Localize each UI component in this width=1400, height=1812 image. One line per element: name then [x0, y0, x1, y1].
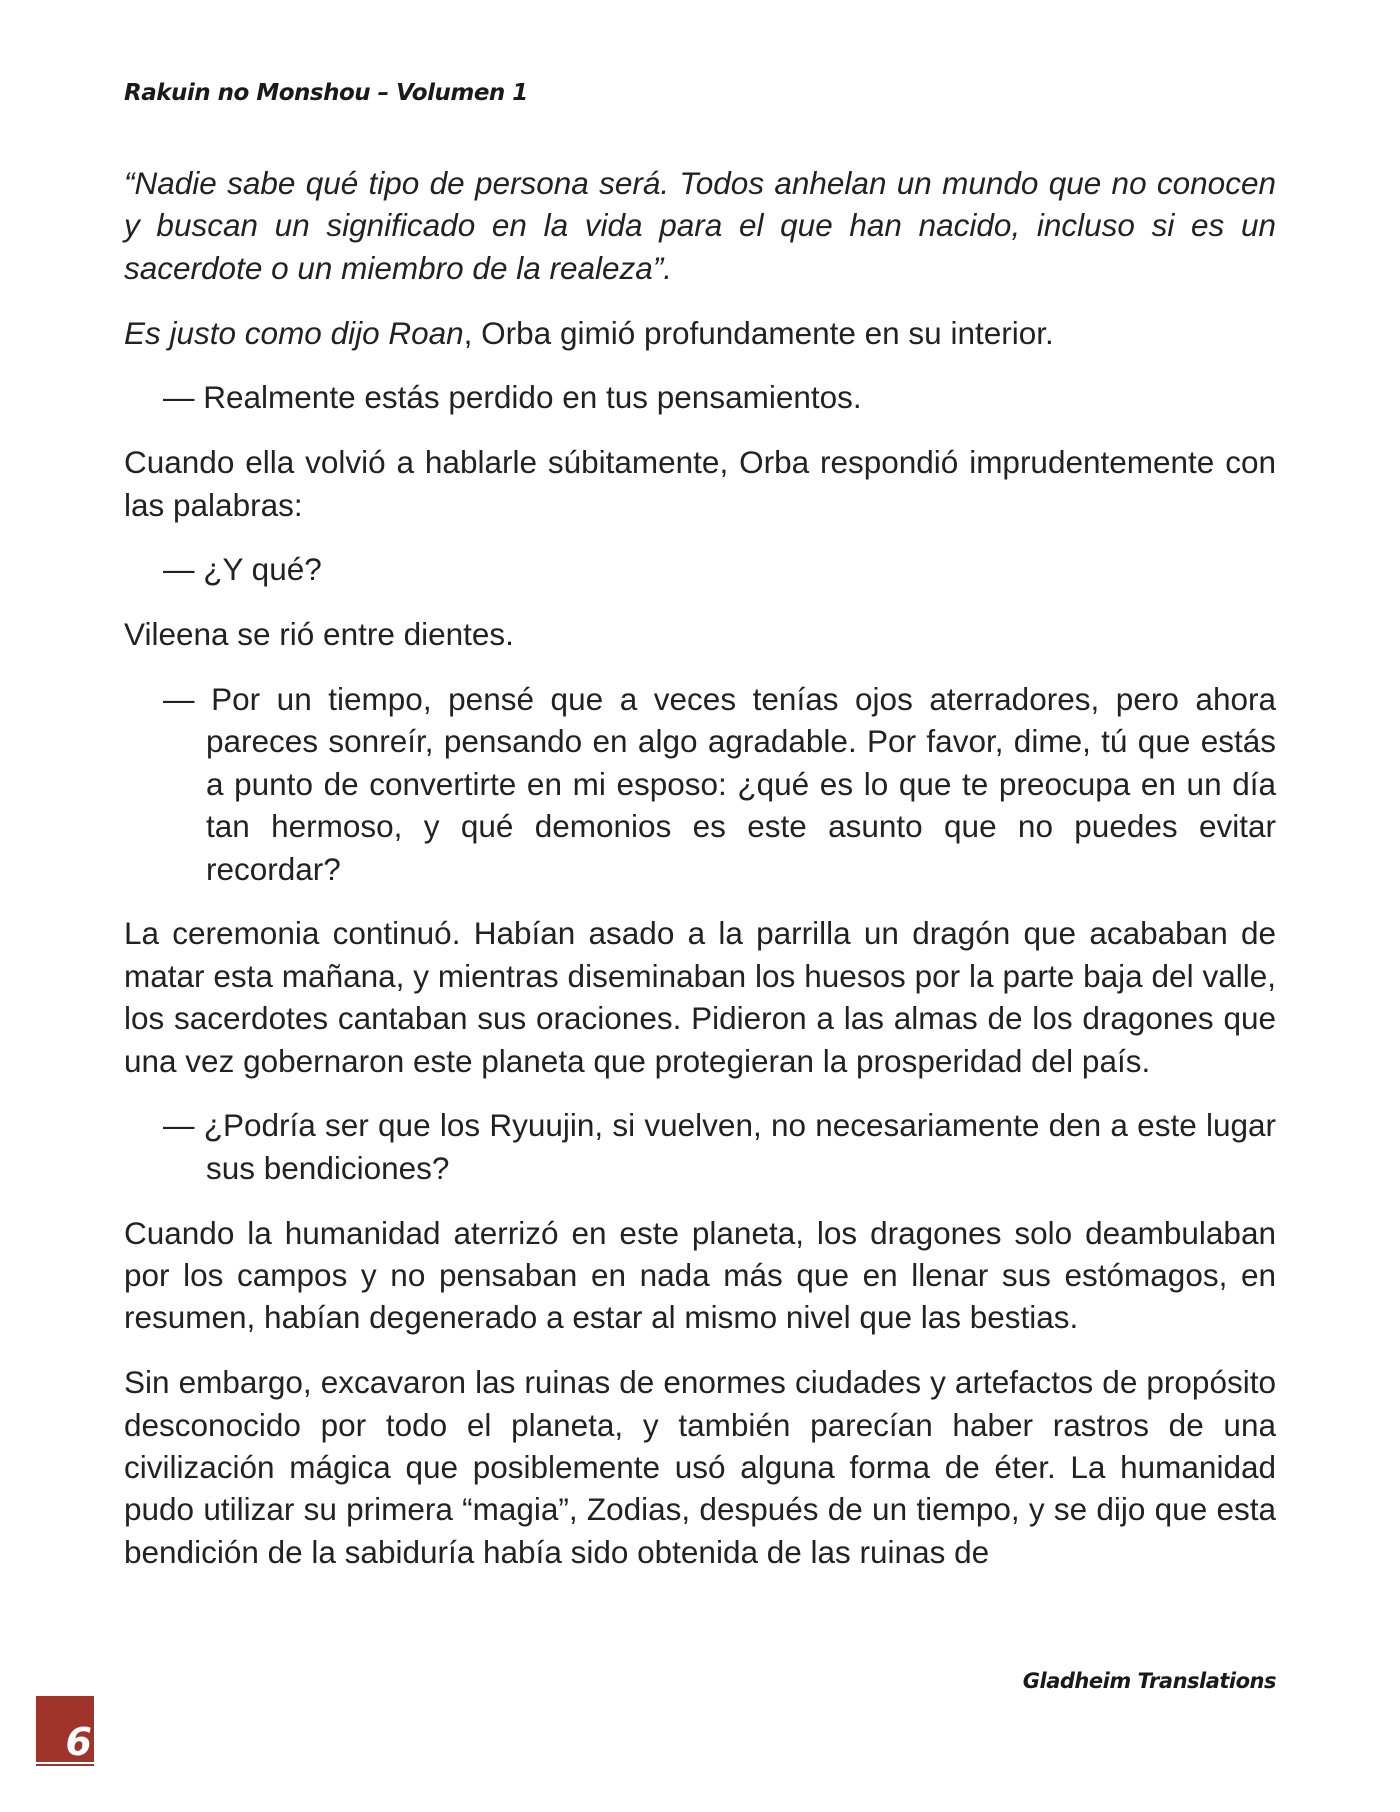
running-header: Rakuin no Monshou – Volumen 1 — [124, 80, 528, 106]
dialogue-line: — Por un tiempo, pensé que a veces tenías ojos aterradores, pero ahora pareces sonreír, pensando en algo agradable. Por favor, dime, tú que estás a punto de convertirte en mi esposo: ¿qué es lo que te preocupa en un día tan hermoso, y qué demonios es este asunto que no puedes evitar recordar? — [163, 681, 1276, 887]
dialogue-line: — Realmente estás perdido en tus pensamientos. — [163, 379, 862, 416]
paragraph: Cuando ella volvió a hablarle súbitamente, Orba respondió imprudentemente con las palabras: — [124, 444, 1276, 523]
page-number: 6 — [65, 1720, 92, 1764]
paragraph: Sin embargo, excavaron las ruinas de enormes ciudades y artefactos de propósito desconocido por todo el planeta, y también parecían haber rastros de una civilización mágica que posiblemente usó alguna forma de éter. La humanidad pudo utilizar su primera “magia”, Zodias, después de un tiempo, y se dijo que esta bendición de la sabiduría había sido obtenida de las ruinas de — [124, 1364, 1276, 1570]
italic-thought: Es justo como dijo Roan — [124, 314, 464, 351]
dialogue-line: — ¿Podría ser que los Ryuujin, si vuelven, no necesariamente den a este lugar sus bendiciones? — [163, 1107, 1276, 1186]
dialogue-line: — ¿Y qué? — [163, 551, 322, 588]
page-number-underline — [36, 1764, 94, 1766]
paragraph-text: , Orba gimió profundamente en su interior. — [463, 314, 1054, 351]
paragraph: La ceremonia continuó. Habían asado a la parrilla un dragón que acababan de matar esta mañana, y mientras diseminaban los huesos por la parte baja del valle, los sacerdotes cantaban sus oraciones. Pidieron a las almas de los dragones que una vez gobernaron este planeta que protegieran la prosperidad del país. — [124, 915, 1276, 1079]
page-number-badge — [36, 1696, 94, 1762]
paragraph — [124, 312, 1276, 354]
page-body — [124, 162, 1276, 1596]
translator-credit: Gladheim Translations — [1022, 1669, 1276, 1693]
paragraph: “Nadie sabe qué tipo de persona será. Todos anhelan un mundo que no conocen y buscan un significado en la vida para el que han nacido, incluso si es un sacerdote o un miembro de la realeza”. — [124, 165, 1276, 286]
paragraph: Cuando la humanidad aterrizó en este planeta, los dragones solo deambulaban por los campos y no pensaban en nada más que en llenar sus estómagos, en resumen, habían degenerado a estar al mismo nivel que las bestias. — [124, 1214, 1276, 1336]
paragraph: Vileena se rió entre dientes. — [124, 616, 514, 653]
